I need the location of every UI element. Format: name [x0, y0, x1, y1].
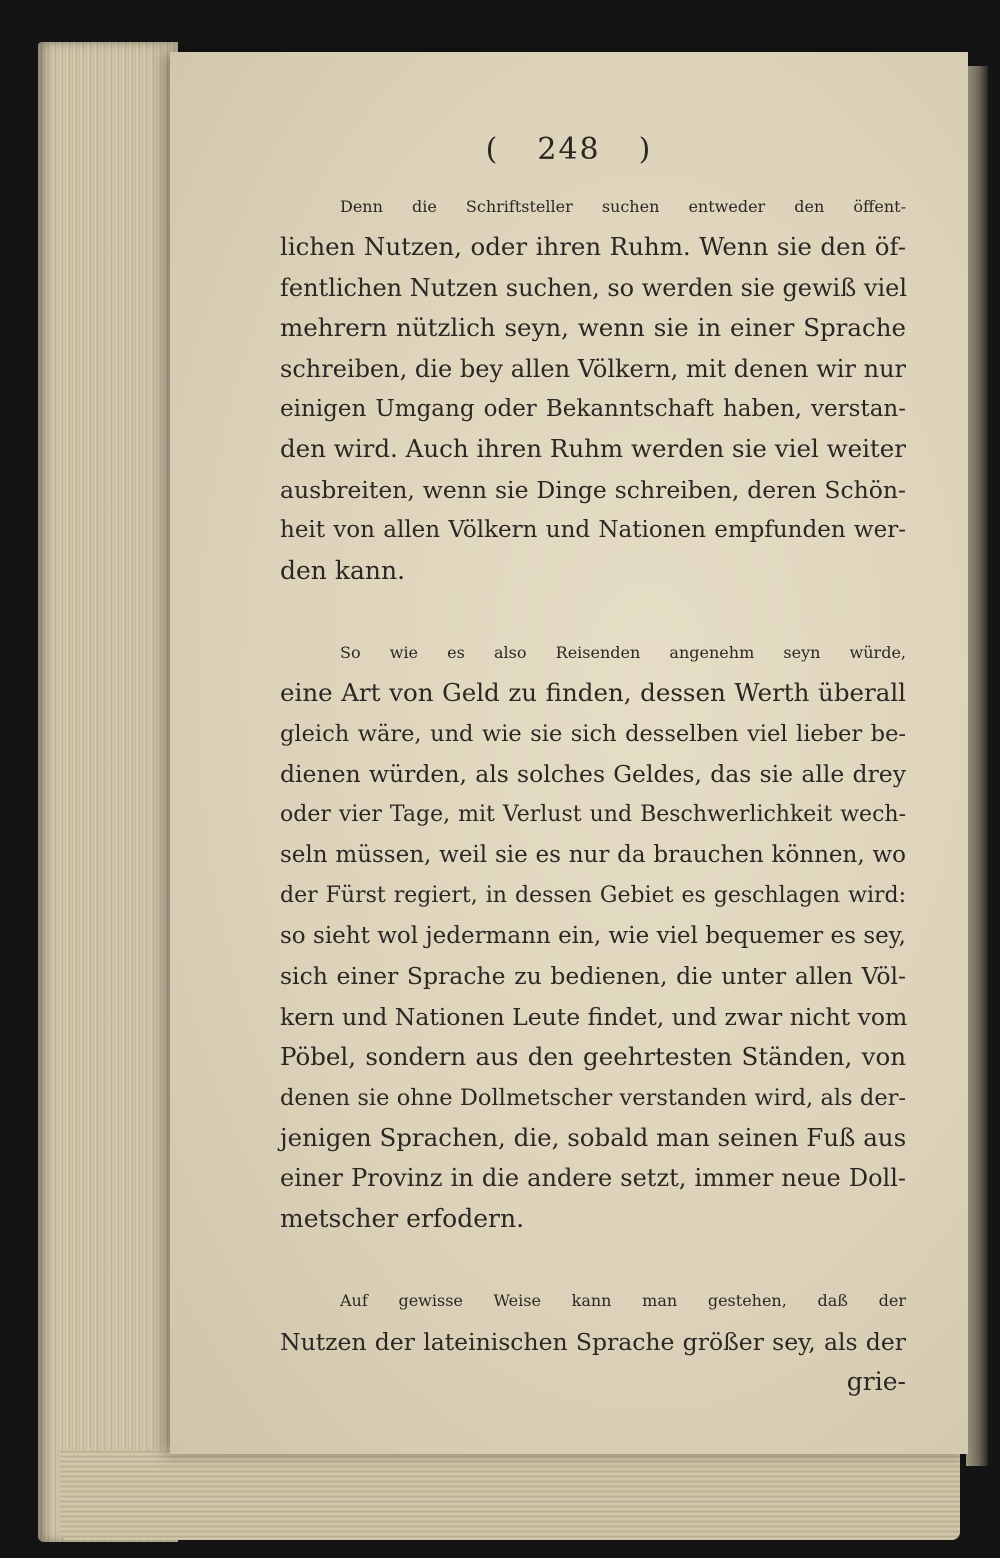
text-line: kern und Nationen Leute findet, und zwar nicht vom [280, 1002, 908, 1031]
text-line: gleich wäre, und wie sie sich desselben viel lieber be- [280, 720, 906, 747]
text-line: So wie es also Reisenden angenehm seyn würde, [340, 643, 906, 663]
text-line: fentlichen Nutzen suchen, so werden sie gewiß viel [280, 273, 907, 302]
text-line: einer Provinz in die andere setzt, immer neue Doll- [280, 1164, 906, 1193]
page-number: 248 [537, 132, 601, 167]
text-line: Pöbel, sondern aus den geehrtesten Ständen, von [280, 1042, 906, 1072]
page-number-header [170, 132, 968, 167]
catchword: grie- [846, 1366, 906, 1396]
text-line: der Fürst regiert, in dessen Gebiet es geschlagen wird: [280, 882, 906, 908]
text-line: ausbreiten, wenn sie Dinge schreiben, deren Schön- [280, 475, 906, 504]
page-number-open-paren: ( [485, 132, 500, 167]
paragraph-3 [280, 1281, 906, 1402]
text-line: einigen Umgang oder Bekanntschaft haben, verstan- [280, 396, 906, 423]
book-bottom-edges [60, 1450, 960, 1540]
text-line: lichen Nutzen, oder ihren Ruhm. Wenn sie den öf- [280, 232, 906, 262]
text-line: Nutzen der lateinischen Sprache größer sey, als der [280, 1327, 906, 1356]
text-line: Auf gewisse Weise kann man gestehen, daß der [340, 1291, 906, 1311]
text-line: den kann. [280, 555, 406, 585]
text-line: heit von allen Völkern und Nationen empfunden wer- [280, 517, 906, 544]
text-line: metscher erfodern. [280, 1203, 525, 1233]
text-line: mehrern nützlich seyn, wenn sie in einer Sprache [280, 313, 906, 343]
book-page [170, 52, 968, 1454]
text-line: oder vier Tage, mit Verlust und Beschwerlichkeit wech- [280, 801, 906, 827]
text-line: eine Art von Geld zu finden, dessen Werth überall [280, 678, 906, 708]
text-line: seln müssen, weil sie es nur da brauchen können, wo [280, 842, 906, 869]
book-cover-edge [966, 66, 988, 1466]
text-line: jenigen Sprachen, die, sobald man seinen Fuß aus [280, 1122, 907, 1152]
text-line: schreiben, die bey allen Völkern, mit denen wir nur [280, 354, 906, 383]
page-body [280, 187, 906, 1402]
paragraph-2 [280, 633, 906, 1239]
text-line: sich einer Sprache zu bedienen, die unter allen Völ- [280, 962, 906, 991]
paragraph-1 [280, 187, 906, 591]
text-line: den wird. Auch ihren Ruhm werden sie viel weiter [280, 434, 906, 464]
page-number-close-paren: ) [638, 132, 653, 167]
text-line: dienen würden, als solches Geldes, das sie alle drey [280, 760, 906, 789]
text-line: Denn die Schriftsteller suchen entweder den öffent- [340, 197, 906, 216]
text-line: denen sie ohne Dollmetscher verstanden wird, als der- [280, 1084, 906, 1111]
book-page-edges [38, 42, 178, 1542]
text-line: so sieht wol jedermann ein, wie viel bequemer es sey, [280, 922, 906, 949]
